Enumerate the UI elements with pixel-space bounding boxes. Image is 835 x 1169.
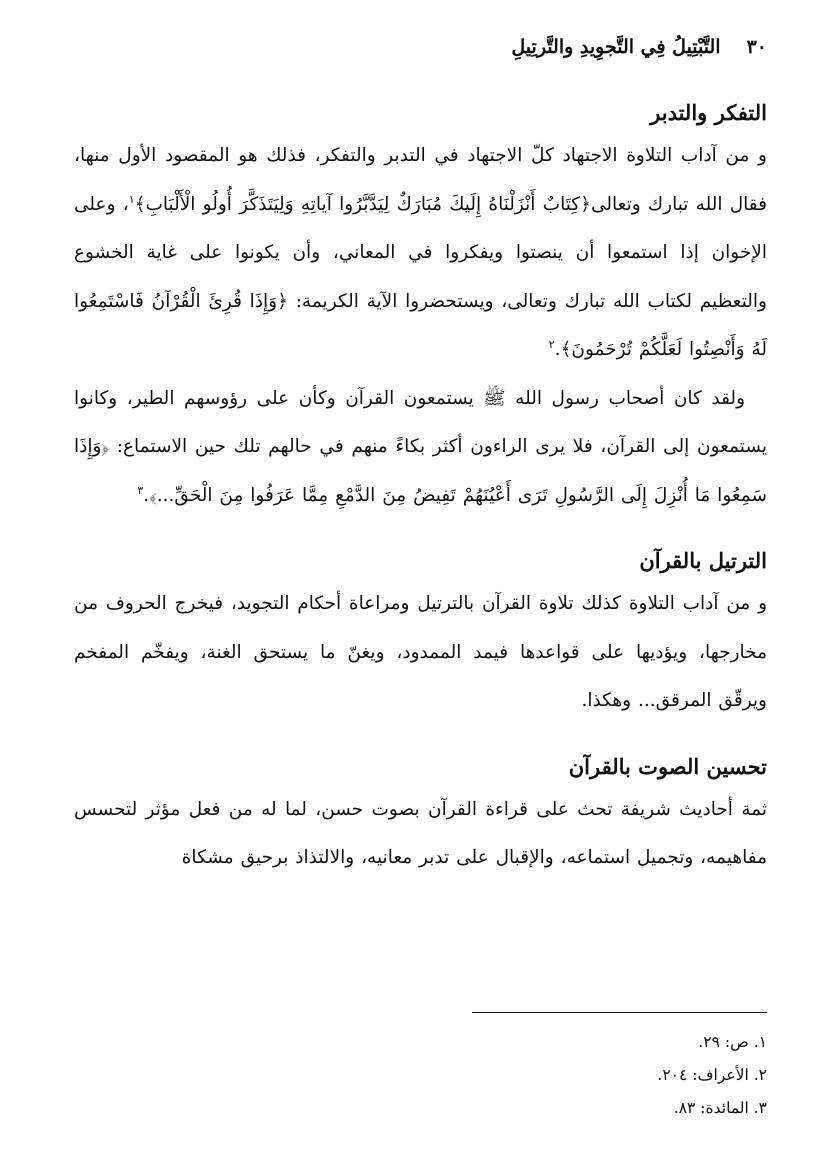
footnote-divider: [472, 1012, 767, 1013]
section-heading-voice: تحسين الصوت بالقرآن: [568, 753, 767, 779]
paragraph-text: ثمة أحاديث شريفة تحث على قراءة القرآن بصوت حسن، لما له من فعل مؤثر لتحسس مفاهيمه، وتجميل استماعه، والإقبال على تدبر معانيه، والالتذاذ برحيق مشكاة: [74, 798, 767, 868]
paragraph-text: و من آداب التلاوة كذلك تلاوة القرآن بالترتيل ومراعاة أحكام التجويد، فيخرج الحروف من مخارجها، ويؤديها على قواعدها فيمد الممدود، ويغنّ ما يستحق الغنة، ويفخّم المفخم ويرقّق المرقق... وهكذا.: [74, 593, 767, 711]
punctuation: .: [554, 339, 561, 360]
paragraph-text: و من آداب التلاوة الاجتهاد كلّ الاجتهاد في التدبر والتفكر، فذلك هو المقصود الأول منها، فقال الله تبارك وتعالى: [74, 145, 767, 215]
footnote-item: ٣. المائدة: ٨٣.: [673, 1099, 767, 1117]
footnote-marker[interactable]: ١: [128, 192, 135, 206]
footnote-item: ٢. الأعراف: ٢٠٤.: [657, 1066, 767, 1084]
paragraph-tarteel-1: [74, 580, 767, 726]
quran-verse: ﴿وَإِذَا سَمِعُوا مَا أُنْزِلَ إِلَى الرَّسُولِ تَرَى أَعْيُنَهُمْ تَفِيضُ مِنَ الدَّمْعِ مِمَّا عَرَفُوا مِنَ الْحَقِّ...﴾: [74, 436, 767, 506]
punctuation: .: [143, 484, 150, 506]
footnote-marker[interactable]: ٢: [548, 337, 555, 351]
page-number: ٣٠: [746, 36, 767, 58]
paragraph-text: ، وعلى الإخوان إذا استمعوا أن ينصتوا ويفكروا في المعاني، وأن يكونوا على غاية الخشوع والتعظيم لكتاب الله تبارك وتعالى، ويستحضروا الآية الكريمة:: [74, 193, 767, 312]
paragraph-reflection-2: [74, 375, 767, 521]
paragraph-voice-1: [74, 786, 767, 883]
quran-verse: ﴿كِتَابٌ أَنْزَلْنَاهُ إِلَيكَ مُبَارَكٌ لِيَدَّبَّرُوا آياتِهِ وَلِيَتَذَكَّرَ أُولُو الْأَلْبَابِ﴾: [134, 193, 591, 215]
footnotes: [367, 1026, 767, 1125]
footnote-item: ١. ص: ٢٩.: [698, 1033, 767, 1051]
footnote-marker[interactable]: ٣: [137, 483, 144, 497]
paragraph-reflection-1: [74, 132, 767, 375]
quran-verse: ﴿وَإِذَا قُرِئَ الْقُرْآنُ فَاسْتَمِعُوا لَهُ وَأَنْصِتُوا لَعَلَّكُمْ تُرْحَمُونَ﴾: [74, 290, 767, 360]
running-header: [74, 36, 767, 70]
page-body: [74, 36, 767, 883]
section-heading-tarteel: الترتيل بالقرآن: [639, 548, 767, 573]
paragraph-text: ولقد كان أصحاب رسول الله ﷺ يستمعون القرآن وكأن على رؤوسهم الطير، وكانوا يستمعون إلى القرآن، فلا يرى الراءون أكثر بكاءً منهم في حالهم تلك حين الاستماع:: [74, 387, 767, 457]
book-title: التَّبْتِيلُ فِي التَّجوِيدِ والتَّرتِيلِ: [511, 36, 721, 58]
section-heading-reflection: التفكر والتدبر: [650, 100, 767, 125]
